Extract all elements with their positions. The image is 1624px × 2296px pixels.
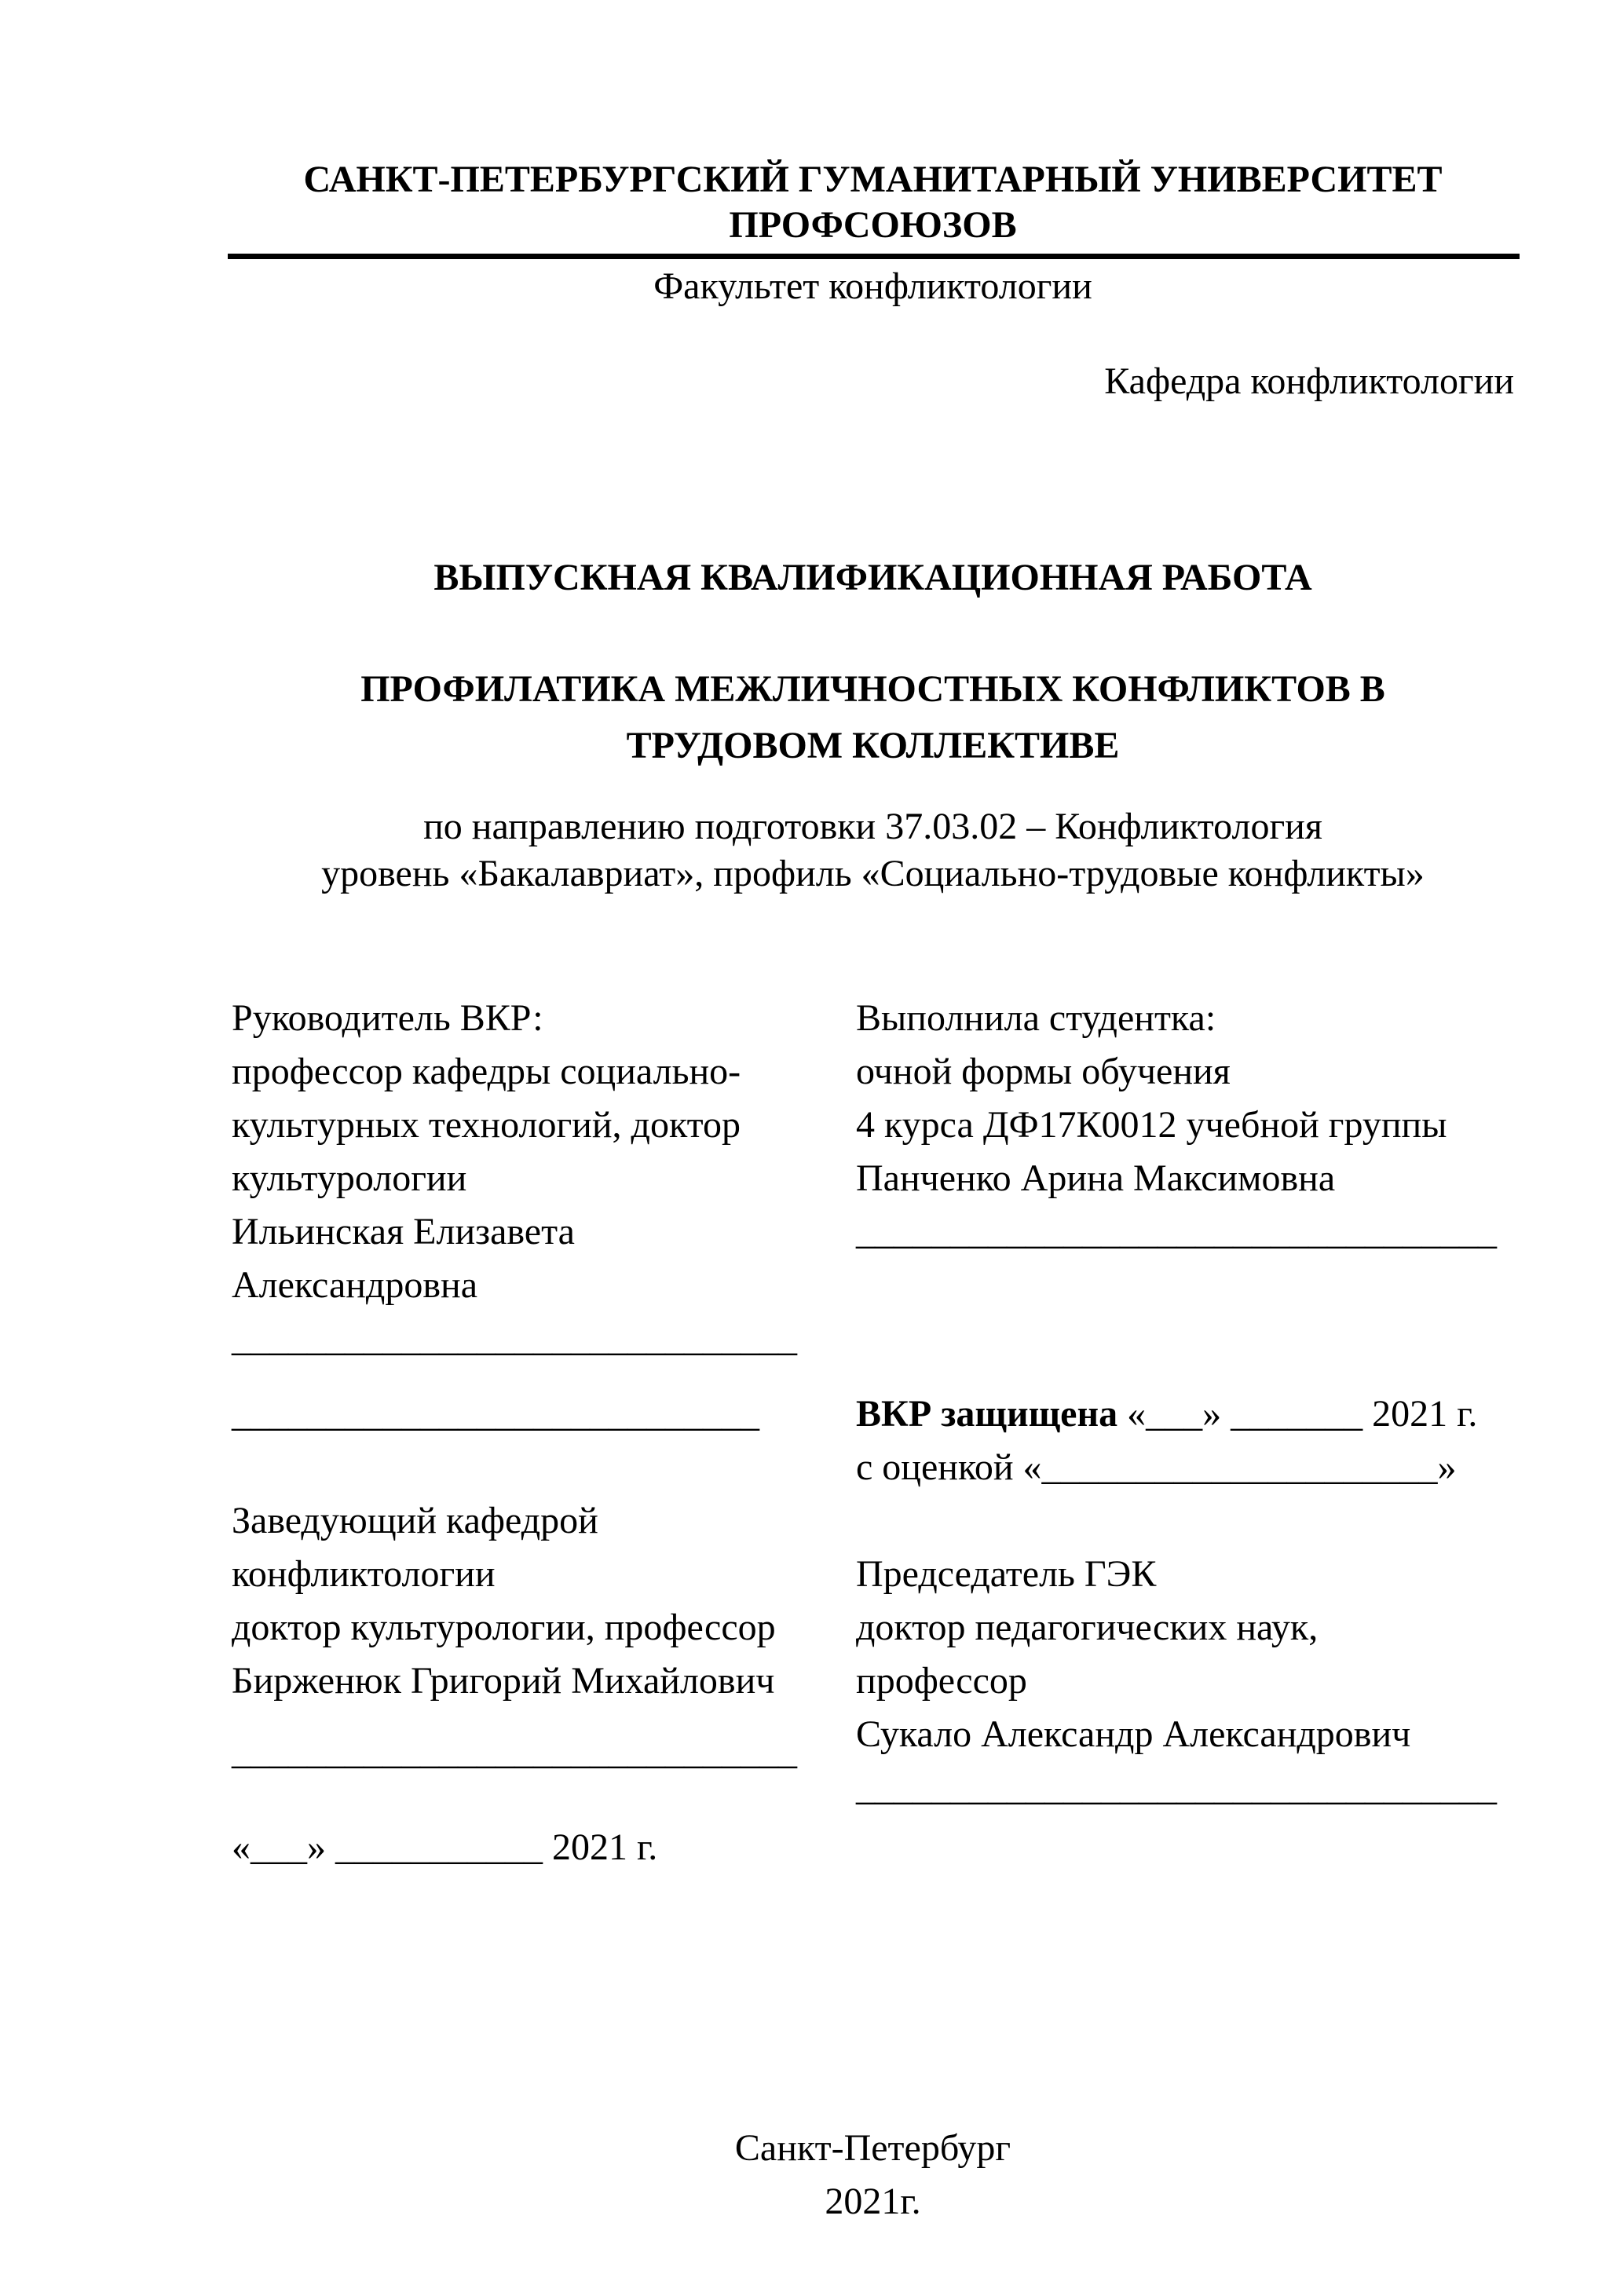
dept-head-role-line2: конфликтологии [232, 1553, 496, 1595]
left-column [232, 992, 856, 1874]
thesis-title [232, 661, 1514, 774]
student-study-form-line: очной формы обучения [856, 1051, 1231, 1092]
committee-chair-name-line: Сукало Александр Александрович [856, 1713, 1411, 1755]
direction-line1: по направлению подготовки 37.03.02 – Конфликтология [423, 806, 1322, 847]
committee-chair-role-line: Председатель ГЭК [856, 1553, 1157, 1595]
university-name-line2: ПРОФСОЮЗОВ [729, 204, 1017, 246]
student-name-line: Панченко Арина Максимовна [856, 1157, 1336, 1199]
dept-head-date-line: «___» ___________ 2021 г. [232, 1826, 658, 1868]
footer-city: Санкт-Петербург [734, 2127, 1011, 2169]
university-header [232, 157, 1514, 248]
supervisor-signature-line-2: ____________________________ [232, 1393, 759, 1435]
faculty-name: Факультет конфликтологии [653, 265, 1092, 307]
department-name: Кафедра конфликтологии [1104, 360, 1514, 402]
defense-grade-line: с оценкой «_____________________» [856, 1446, 1457, 1488]
defense-date-blank: «___» _______ 2021 г. [1127, 1393, 1478, 1435]
university-name-line1: САНКТ-ПЕТЕРБУРГСКИЙ ГУМАНИТАРНЫЙ УНИВЕРСИТЕТ [303, 159, 1443, 200]
footer [232, 2122, 1514, 2228]
thesis-title-line1: ПРОФИЛАТИКА МЕЖЛИЧНОСТНЫХ КОНФЛИКТОВ В [360, 668, 1385, 710]
supervisor-title-line2: культурных технологий, доктор [232, 1104, 741, 1146]
student-signature-line: __________________________________ [856, 1211, 1497, 1252]
footer-year: 2021г. [825, 2181, 921, 2222]
spacer [232, 1366, 856, 1387]
degree-direction [232, 803, 1514, 898]
supervisor-title-line3: культурологии [232, 1157, 467, 1199]
spacer [856, 1494, 1514, 1548]
supervisor-title-line1: профессор кафедры социально- [232, 1051, 741, 1092]
spacer [232, 1779, 856, 1821]
spacer [232, 1708, 856, 1725]
spacer [232, 1441, 856, 1494]
supervisor-name-line1: Ильинская Елизавета [232, 1211, 575, 1252]
supervisor-name-line2: Александровна [232, 1264, 478, 1306]
work-type-title: ВЫПУСКНАЯ КВАЛИФИКАЦИОННАЯ РАБОТА [433, 557, 1312, 598]
student-role-line: Выполнила студентка: [856, 997, 1216, 1039]
thesis-title-line2: ТРУДОВОМ КОЛЛЕКТИВЕ [626, 725, 1120, 766]
defense-label: ВКР защищена [856, 1393, 1118, 1435]
defense-date-line [856, 1387, 1514, 1441]
direction-line2: уровень «Бакалавриат», профиль «Социально-трудовые конфликты» [321, 853, 1425, 894]
spacer [856, 1259, 1514, 1387]
right-column [856, 992, 1514, 1874]
signature-columns [232, 992, 1514, 1874]
dept-head-role-line1: Заведующий кафедрой [232, 1500, 598, 1541]
committee-chair-signature-line: __________________________________ [856, 1767, 1497, 1808]
dept-head-signature-line: ______________________________ [232, 1731, 797, 1772]
committee-chair-title-line: профессор [856, 1660, 1027, 1702]
committee-chair-degree-line: доктор педагогических наук, [856, 1607, 1319, 1648]
header-rule [228, 254, 1520, 259]
dept-head-title-line: доктор культурологии, профессор [232, 1607, 776, 1648]
supervisor-role-line: Руководитель ВКР: [232, 997, 543, 1039]
dept-head-name-line: Бирженюк Григорий Михайлович [232, 1660, 775, 1702]
supervisor-signature-line: ______________________________ [232, 1318, 797, 1359]
student-group-line: 4 курса ДФ17К0012 учебной группы [856, 1104, 1447, 1146]
